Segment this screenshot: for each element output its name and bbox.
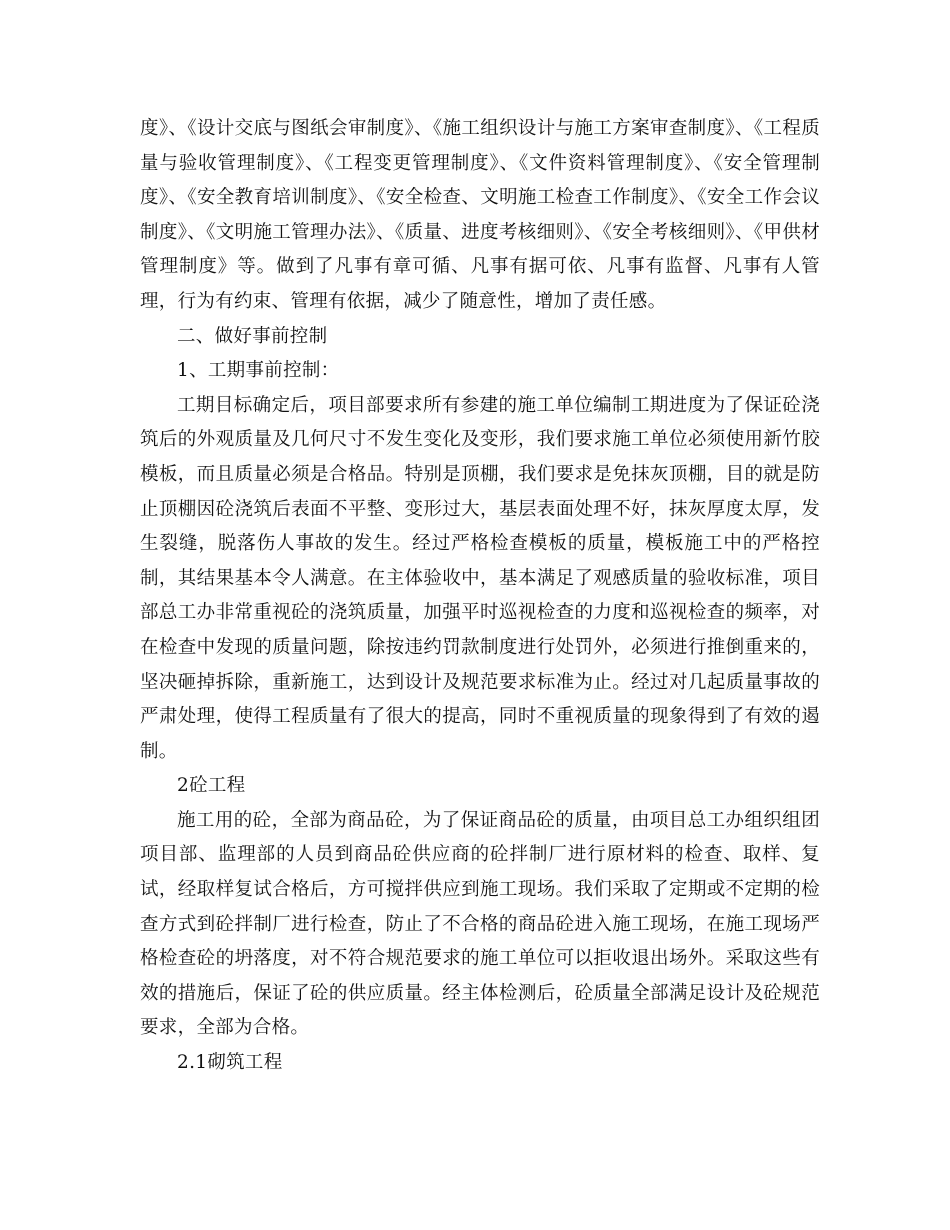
section-heading-pre-control: 二、做好事前控制 xyxy=(177,325,328,347)
document-body xyxy=(140,112,820,1081)
paragraph-schedule-control: 工期目标确定后，项目部要求所有参建的施工单位编制工期进度为了保证砼浇筑后的外观质量及几何尺寸不发生变化及变形，我们要求施工单位必须使用新竹胶模板，而且质量必须是合格品。特别是顶棚，我们要求是免抹灰顶棚，目的就是防止顶棚因砼浇筑后表面不平整、变形过大，基层表面处理不好，抹灰厚度太厚，发生裂缝，脱落伤人事故的发生。经过严格检查模板的质量，模板施工中的严格控制，其结果基本令人满意。在主体验收中，基本满足了观感质量的验收标准，项目部总工办非常重视砼的浇筑质量，加强平时巡视检查的力度和巡视检查的频率，对在检查中发现的质量问题，除按违约罚款制度进行处罚外，必须进行推倒重来的，坚决砸掉拆除，重新施工，达到设计及规范要求标准为止。经过对几起质量事故的严肃处理，使得工程质量有了很大的提高，同时不重视质量的现象得到了有效的遏制。 xyxy=(140,394,820,762)
subsection-heading-concrete: 2砼工程 xyxy=(177,775,246,797)
subsection-heading-schedule-control: 1、工期事前控制： xyxy=(177,360,340,382)
paragraph-management-systems: 度》、《设计交底与图纸会审制度》、《施工组织设计与施工方案审查制度》、《工程质量与验收管理制度》、《工程变更管理制度》、《文件资料管理制度》、《安全管理制度》、《安全教育培训制度》、《安全检查、文明施工检查工作制度》、《安全工作会议制度》、《文明施工管理办法》、《质量、进度考核细则》、《安全考核细则》、《甲供材管理制度》等。做到了凡事有章可循、凡事有据可依、凡事有监督、凡事有人管理，行为有约束、管理有依据，减少了随意性，增加了责任感。 xyxy=(140,118,820,312)
paragraph-concrete: 施工用的砼，全部为商品砼，为了保证商品砼的质量，由项目总工办组织组团项目部、监理部的人员到商品砼供应商的砼拌制厂进行原材料的检查、取样、复试，经取样复试合格后，方可搅拌供应到施工现场。我们采取了定期或不定期的检查方式到砼拌制厂进行检查，防止了不合格的商品砼进入施工现场，在施工现场严格检查砼的坍落度，对不符合规范要求的施工单位可以拒收退出场外。采取这些有效的措施后，保证了砼的供应质量。经主体检测后，砼质量全部满足设计及砼规范要求，全部为合格。 xyxy=(140,809,820,1039)
subsection-heading-masonry: 2.1砌筑工程 xyxy=(177,1052,283,1074)
